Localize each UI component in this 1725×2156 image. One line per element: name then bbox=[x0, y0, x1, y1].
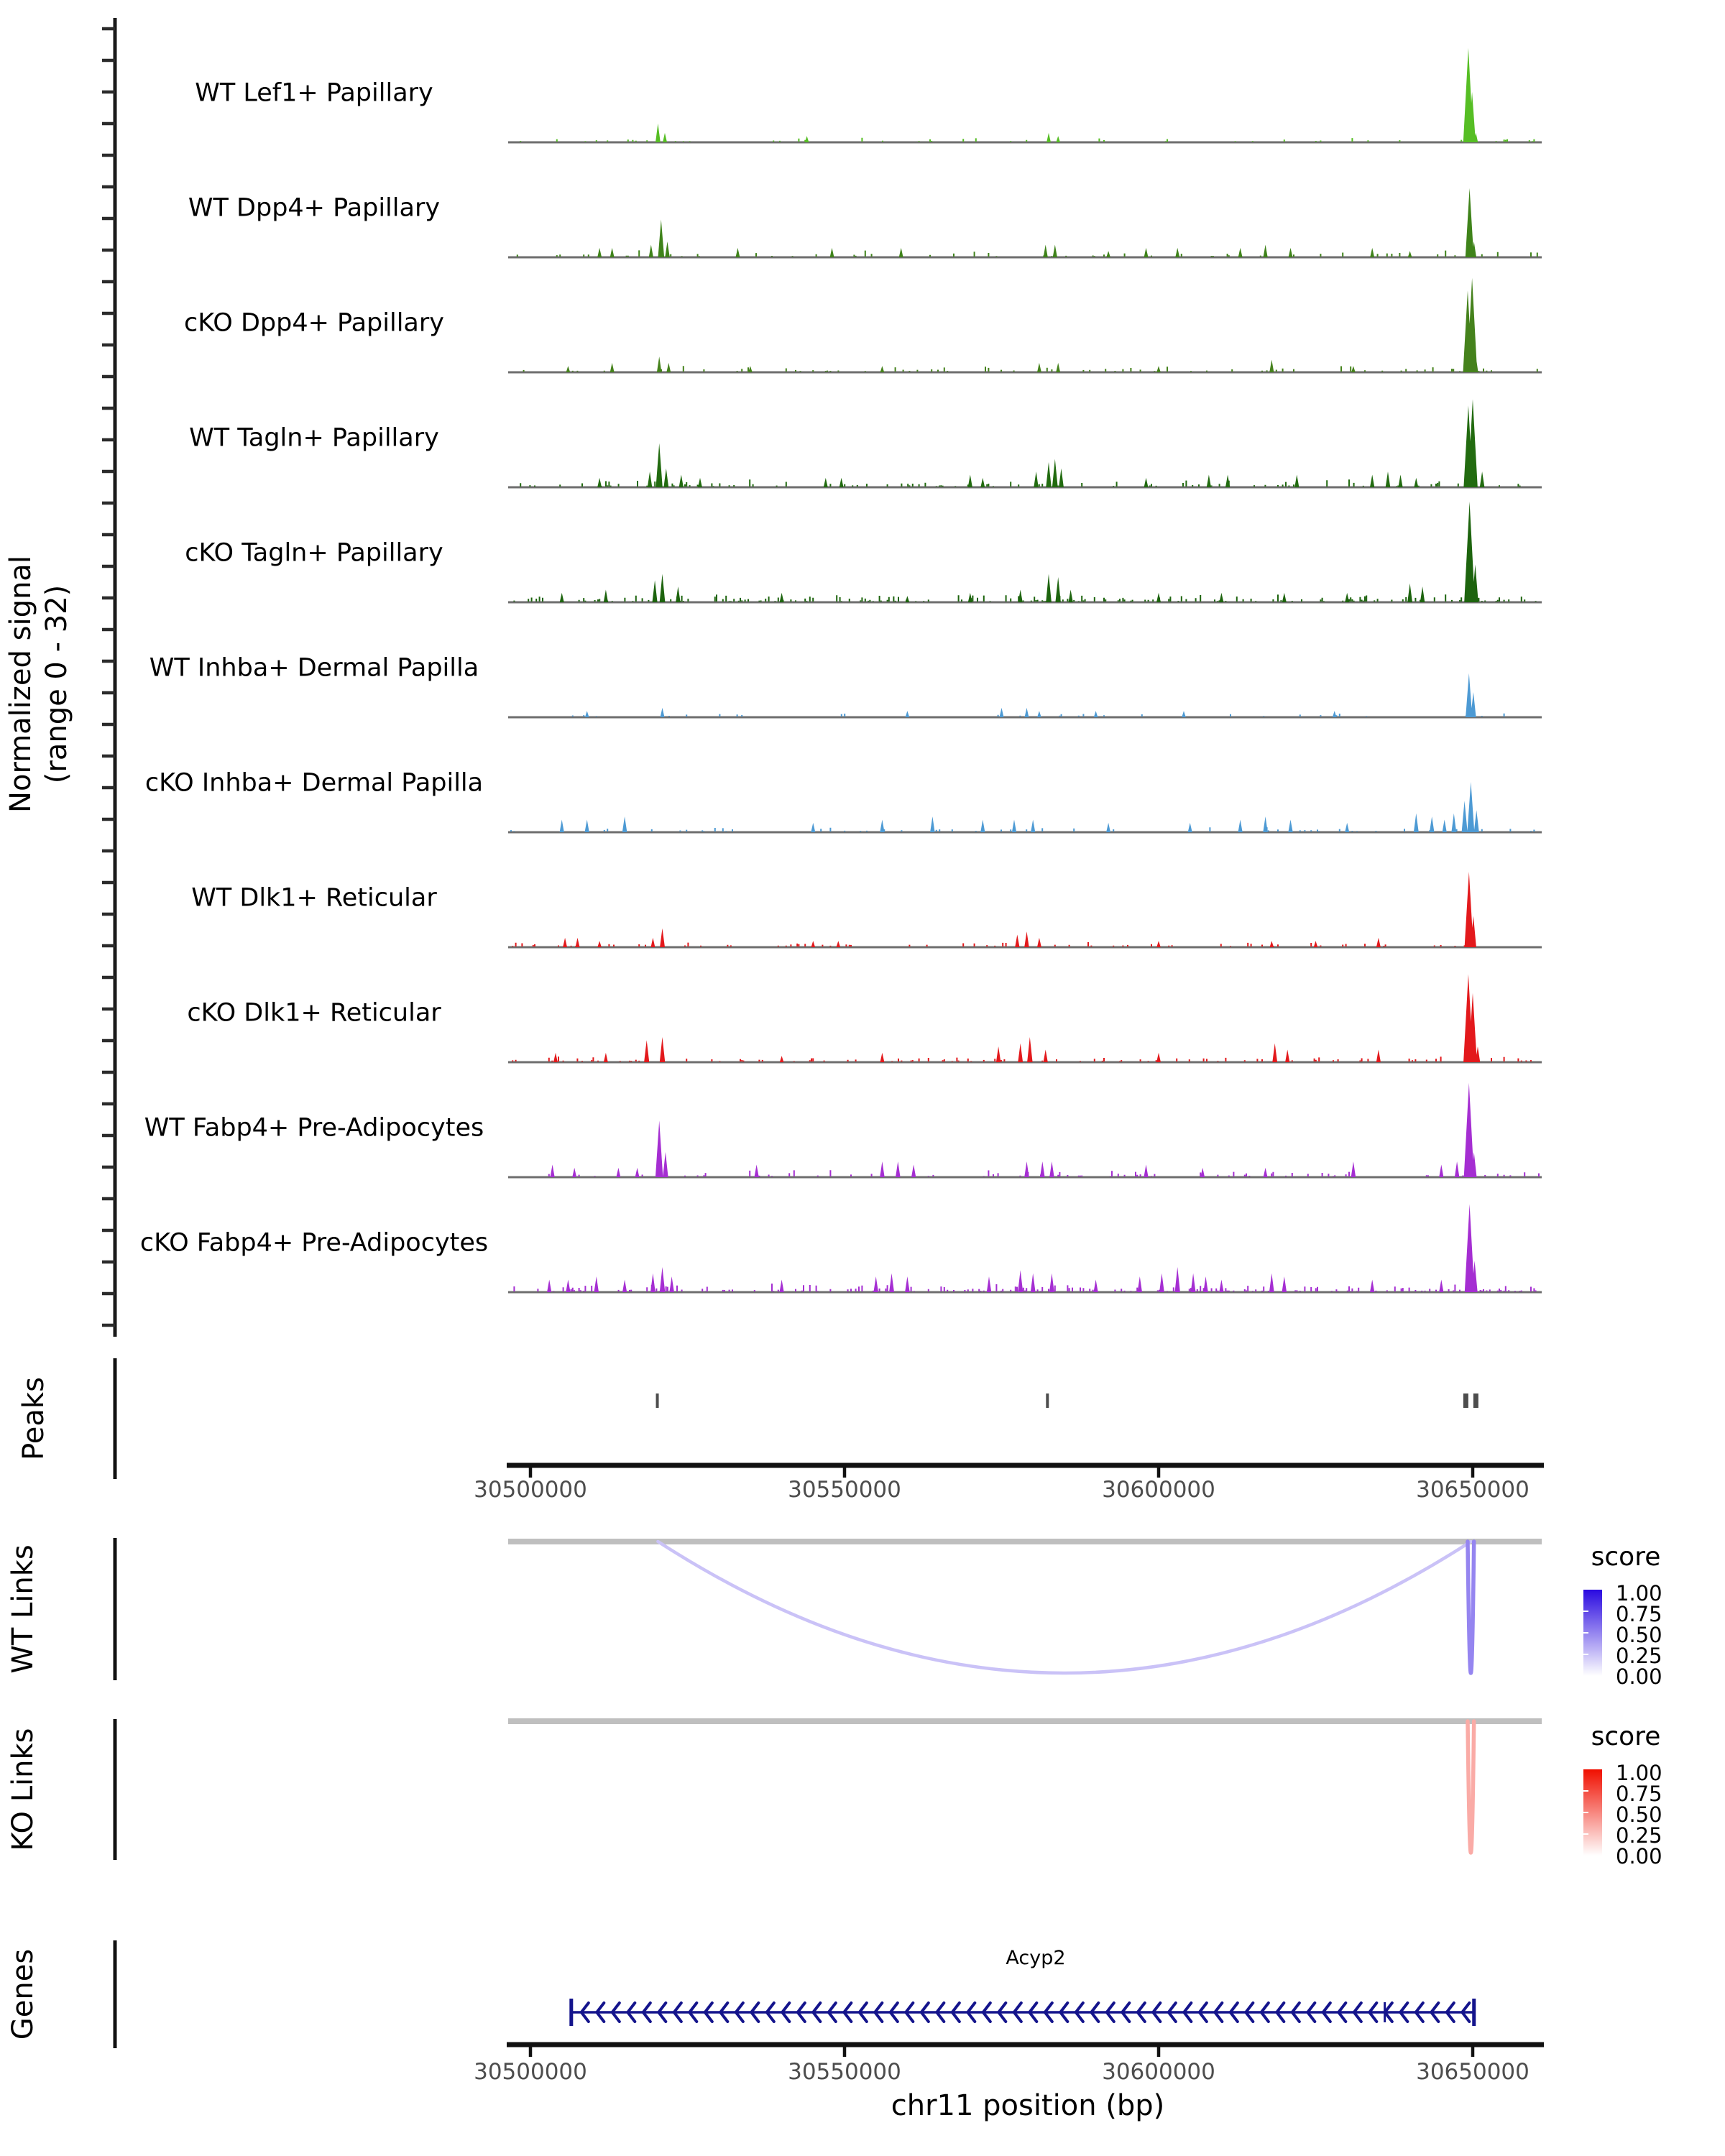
peaks-section bbox=[17, 1358, 1478, 1479]
signal-y-axis-ticks bbox=[102, 29, 115, 1325]
ko-legend-tick: 0.75 bbox=[1616, 1782, 1662, 1807]
ko-links-section-label: KO Links bbox=[6, 1728, 40, 1851]
axis-tick-label: 30600000 bbox=[1102, 1476, 1215, 1503]
axis-tick-label: 30650000 bbox=[1416, 1476, 1530, 1503]
ko-link-arcs bbox=[1468, 1721, 1474, 1853]
peak-call-mark bbox=[1046, 1393, 1049, 1408]
track-label: WT Fabp4+ Pre-Adipocytes bbox=[144, 1113, 484, 1143]
signal-track bbox=[508, 975, 1542, 1063]
wt-legend-title: score bbox=[1591, 1542, 1661, 1572]
ko-legend-tick: 0.25 bbox=[1616, 1823, 1662, 1848]
track-label: cKO Dlk1+ Reticular bbox=[187, 998, 441, 1028]
peak-call-mark bbox=[1463, 1393, 1468, 1408]
signal-tracks bbox=[508, 48, 1542, 1292]
x-axis-title: chr11 position (bp) bbox=[891, 2089, 1165, 2122]
track-label: cKO Tagln+ Papillary bbox=[185, 538, 443, 568]
genome-axis-lower bbox=[474, 2045, 1544, 2122]
genes-section bbox=[6, 1940, 1476, 2048]
wt-legend-tick: 0.75 bbox=[1616, 1602, 1662, 1627]
track-label: WT Inhba+ Dermal Papilla bbox=[149, 653, 479, 683]
ko-legend-title: score bbox=[1591, 1722, 1661, 1751]
wt-legend-tick: 0.00 bbox=[1616, 1664, 1662, 1690]
signal-track bbox=[508, 1204, 1542, 1293]
track-label: WT Dlk1+ Reticular bbox=[191, 883, 437, 913]
axis-tick-label: 30500000 bbox=[474, 2058, 587, 2085]
axis-tick-label: 30550000 bbox=[788, 1476, 901, 1503]
ko-legend-tick: 0.50 bbox=[1616, 1802, 1662, 1828]
ko-legend-tick: 0.00 bbox=[1616, 1844, 1662, 1869]
signal-track bbox=[508, 502, 1542, 602]
track-label: WT Tagln+ Papillary bbox=[189, 423, 439, 453]
track-label: cKO Dpp4+ Papillary bbox=[184, 308, 444, 338]
axis-tick-label: 30550000 bbox=[788, 2058, 901, 2085]
track-label: WT Dpp4+ Papillary bbox=[188, 193, 441, 223]
signal-track bbox=[508, 278, 1542, 372]
wt-links-section-label: WT Links bbox=[6, 1544, 40, 1674]
signal-track bbox=[508, 188, 1542, 257]
y-axis-label-line1: Normalized signal bbox=[4, 556, 37, 813]
gene-name-label: Acyp2 bbox=[1006, 1947, 1066, 1969]
signal-track bbox=[508, 673, 1542, 717]
track-label: cKO Inhba+ Dermal Papilla bbox=[144, 768, 484, 798]
gene-model bbox=[569, 1999, 1476, 2026]
signal-track bbox=[508, 48, 1542, 142]
peak-call-mark bbox=[656, 1393, 659, 1408]
signal-track bbox=[508, 1083, 1542, 1177]
link-arc bbox=[658, 1542, 1471, 1673]
axis-tick-label: 30500000 bbox=[474, 1476, 587, 1503]
track-label: cKO Fabp4+ Pre-Adipocytes bbox=[139, 1228, 489, 1258]
link-arc bbox=[1468, 1542, 1474, 1673]
wt-legend-tick: 1.00 bbox=[1616, 1581, 1662, 1606]
peak-call-marks bbox=[656, 1393, 1478, 1408]
genes-section-label: Genes bbox=[6, 1948, 40, 2040]
ko-legend-tick: 1.00 bbox=[1616, 1761, 1662, 1786]
peak-call-mark bbox=[1473, 1393, 1478, 1408]
signal-track bbox=[508, 782, 1542, 832]
axis-tick-label: 30650000 bbox=[1416, 2058, 1530, 2085]
ko-links-section bbox=[6, 1719, 1662, 1869]
axis-tick-label: 30600000 bbox=[1102, 2058, 1215, 2085]
wt-link-arcs bbox=[658, 1542, 1473, 1673]
wt-links-section bbox=[6, 1538, 1662, 1689]
signal-y-axis bbox=[4, 18, 115, 1337]
y-axis-label-line2: (range 0 - 32) bbox=[40, 584, 73, 784]
wt-legend-tick: 0.50 bbox=[1616, 1623, 1662, 1648]
peaks-section-label: Peaks bbox=[17, 1377, 50, 1460]
genome-axis-upper bbox=[474, 1465, 1544, 1503]
signal-track-labels bbox=[140, 78, 488, 1257]
track-label: WT Lef1+ Papillary bbox=[195, 78, 433, 108]
wt-legend-tick: 0.25 bbox=[1616, 1644, 1662, 1669]
ko-score-legend bbox=[1583, 1722, 1662, 1869]
wt-score-legend bbox=[1583, 1542, 1662, 1689]
signal-track bbox=[508, 400, 1542, 488]
link-arc bbox=[1468, 1721, 1474, 1853]
signal-track bbox=[508, 872, 1542, 947]
